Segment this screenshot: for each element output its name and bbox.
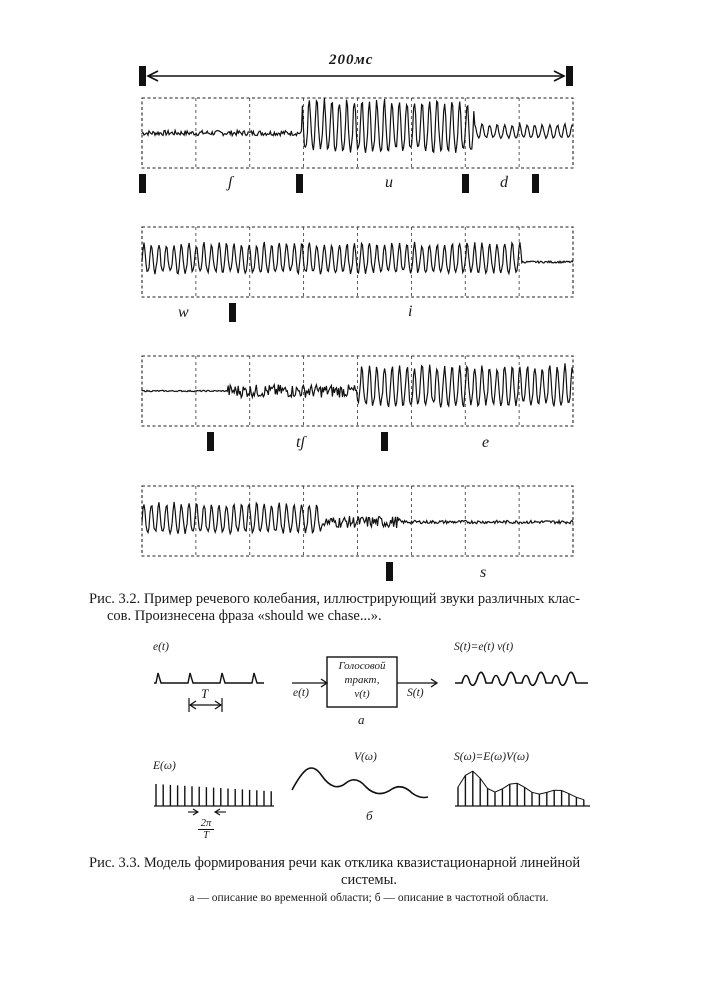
output-time-equation: S(t)=e(t) v(t) [454,641,514,653]
output-arrow [397,679,437,687]
spacing-marker [188,809,226,815]
phoneme-label: w [178,304,189,321]
panel-letter-a: а [358,712,365,727]
caption-line: Рис. 3.3. Модель формирования речи как отклика квазистационарной линейной [89,855,581,871]
box-line: Голосовой [338,660,386,672]
excitation-pulse-train [154,673,264,683]
caption-line: системы. [341,872,397,888]
spacing-label [198,818,214,841]
period-label: T [201,686,209,701]
segment-boundary-marker [296,174,303,193]
segment-boundary-marker [386,562,393,581]
segment-boundary-marker [381,432,388,451]
vocal-tract-transfer-curve [292,768,428,798]
excitation-spectrum [154,784,274,806]
panel-letter-b: б [366,808,373,823]
segment-boundary-marker [139,174,146,193]
output-spectrum [455,771,590,806]
phoneme-label: u [385,174,393,191]
box-line: v(t) [354,688,370,700]
box-line: тракт, [344,674,380,686]
segment-boundary-marker [229,303,236,322]
oscillogram-panel [142,98,573,168]
oscillogram-panel [142,356,573,426]
figure-3-2-caption [89,591,649,625]
phoneme-label: d [500,174,508,191]
excitation-time-label: e(t) [153,641,169,653]
oscillogram-panel [142,227,573,297]
segment-boundary-marker [532,174,539,193]
spectral-envelope [458,771,584,800]
panel-frame [142,227,573,297]
caption-line: сов. Произнесена фраза «should we chase...». [107,608,382,624]
phoneme-label: s [480,564,487,581]
output-spectrum-equation: S(ω)=E(ω)V(ω) [454,751,529,763]
phoneme-label: tʃ [296,434,306,451]
duration-label: 200мс [329,52,374,68]
segment-boundary-marker [207,432,214,451]
duration-bracket [139,66,573,86]
oscillogram-panel [142,486,573,556]
excitation-spectrum-label: E(ω) [153,760,176,772]
spacing-numerator: 2π [198,818,214,830]
caption-line: Рис. 3.2. Пример речевого колебания, иллюстрирующий звуки различных клас- [89,591,580,607]
caption-sub: а — описание во временной области; б — описание в частотной области. [189,892,549,904]
phoneme-label: ʃ [228,174,233,191]
input-label: e(t) [293,687,309,699]
vocal-tract-spectrum-label: V(ω) [354,751,377,763]
phoneme-label: i [408,303,413,320]
input-arrow [292,679,327,687]
phoneme-label: e [482,434,490,451]
spacing-denominator: T [203,830,209,841]
segment-boundary-marker [462,174,469,193]
figure-3-3-caption [89,855,649,907]
vocal-tract-box-text [327,659,397,701]
output-label: S(t) [407,687,424,699]
output-waveform [455,672,588,685]
